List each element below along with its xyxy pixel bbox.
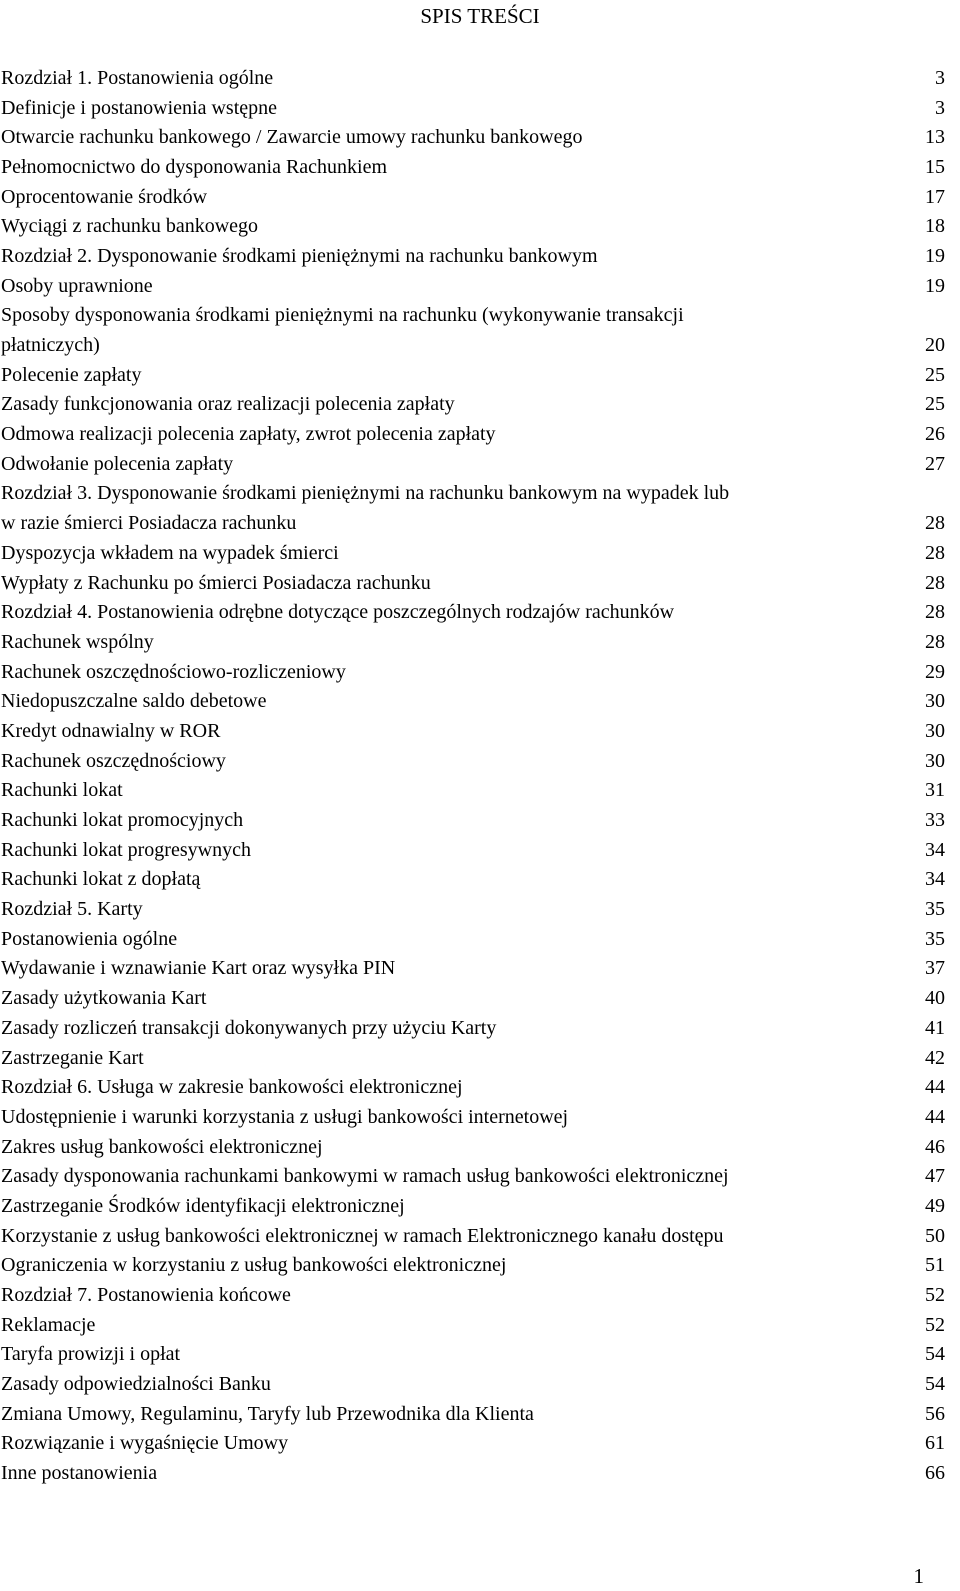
- toc-entry: [1, 241, 945, 271]
- toc-entry-title: Sposoby dysponowania środkami pieniężnymi na rachunku (wykonywanie transakcji: [1, 304, 684, 327]
- toc-entry-title: w razie śmierci Posiadacza rachunku: [1, 512, 297, 535]
- toc-entry-page: 30: [925, 690, 945, 713]
- toc-entry-page: 25: [925, 363, 945, 386]
- toc-entry: [1, 1458, 945, 1488]
- toc-entry-page: 34: [925, 838, 945, 861]
- toc-entry: [1, 211, 945, 241]
- toc-entry-title: Zasady rozliczeń transakcji dokonywanych przy użyciu Karty: [1, 1016, 497, 1039]
- toc-entry: [1, 538, 945, 568]
- toc-entry: [1, 1429, 945, 1459]
- table-of-contents: [1, 63, 945, 1488]
- toc-entry: [1, 568, 945, 598]
- toc-entry-page: 28: [925, 512, 945, 535]
- toc-entry-title: Zasady użytkowania Kart: [1, 987, 207, 1010]
- toc-entry: [1, 657, 945, 687]
- toc-entry: [1, 1310, 945, 1340]
- toc-entry-title: Zmiana Umowy, Regulaminu, Taryfy lub Przewodnika dla Klienta: [1, 1402, 534, 1425]
- toc-entry-title: Rozdział 1. Postanowienia ogólne: [1, 66, 274, 89]
- toc-entry-title: Polecenie zapłaty: [1, 363, 142, 386]
- toc-entry-title: Niedopuszczalne saldo debetowe: [1, 690, 267, 713]
- toc-entry-title: Rachunki lokat promocyjnych: [1, 809, 244, 832]
- toc-entry: [1, 686, 945, 716]
- toc-entry-page: 40: [925, 987, 945, 1010]
- toc-entry: [1, 1072, 945, 1102]
- toc-entry-title: Zasady funkcjonowania oraz realizacji polecenia zapłaty: [1, 393, 455, 416]
- toc-entry-title: Zasady odpowiedzialności Banku: [1, 1373, 271, 1396]
- toc-entry-title: Inne postanowienia: [1, 1462, 158, 1485]
- toc-entry-page: 28: [925, 541, 945, 564]
- toc-entry-title: Rozdział 4. Postanowienia odrębne dotyczące poszczególnych rodzajów rachunków: [1, 601, 675, 624]
- toc-entry-title: Taryfa prowizji i opłat: [1, 1343, 181, 1366]
- toc-entry-title: Oprocentowanie środków: [1, 185, 208, 208]
- toc-entry: [1, 746, 945, 776]
- toc-entry: [1, 1251, 945, 1281]
- toc-entry-page: 61: [925, 1432, 945, 1455]
- toc-entry-title: Zastrzeganie Środków identyfikacji elektronicznej: [1, 1194, 405, 1217]
- toc-entry: [1, 1369, 945, 1399]
- toc-entry: [1, 479, 945, 509]
- toc-entry-title: Rachunek wspólny: [1, 630, 154, 653]
- toc-entry-title: płatniczych): [1, 334, 100, 357]
- toc-entry-page: 54: [925, 1373, 945, 1396]
- toc-entry: [1, 360, 945, 390]
- toc-entry-page: 30: [925, 719, 945, 742]
- toc-entry-page: 26: [925, 423, 945, 446]
- toc-entry-title: Rozdział 5. Karty: [1, 898, 143, 921]
- toc-entry: [1, 805, 945, 835]
- toc-entry-title: Odmowa realizacji polecenia zapłaty, zwrot polecenia zapłaty: [1, 423, 496, 446]
- toc-entry: [1, 122, 945, 152]
- toc-entry: [1, 419, 945, 449]
- toc-entry-title: Osoby uprawnione: [1, 274, 153, 297]
- toc-entry-page: 49: [925, 1194, 945, 1217]
- toc-entry-title: Rachunek oszczędnościowo-rozliczeniowy: [1, 660, 346, 683]
- toc-entry-title: Rachunki lokat progresywnych: [1, 838, 251, 861]
- toc-entry-page: 51: [925, 1254, 945, 1277]
- toc-entry-title: Kredyt odnawialny w ROR: [1, 719, 221, 742]
- toc-entry: [1, 1043, 945, 1073]
- toc-entry: [1, 1221, 945, 1251]
- toc-entry-page: 41: [925, 1016, 945, 1039]
- toc-entry: [1, 508, 945, 538]
- toc-entry-page: 54: [925, 1343, 945, 1366]
- toc-entry-title: Ograniczenia w korzystaniu z usług bankowości elektronicznej: [1, 1254, 507, 1277]
- toc-entry: [1, 390, 945, 420]
- toc-entry: [1, 1340, 945, 1370]
- toc-entry-title: Dyspozycja wkładem na wypadek śmierci: [1, 541, 339, 564]
- toc-entry-page: 3: [935, 96, 945, 119]
- toc-entry-page: 56: [925, 1402, 945, 1425]
- toc-entry-title: Wyciągi z rachunku bankowego: [1, 215, 259, 238]
- toc-entry: [1, 63, 945, 93]
- toc-entry: [1, 1191, 945, 1221]
- toc-entry: [1, 152, 945, 182]
- toc-entry-title: Rozdział 7. Postanowienia końcowe: [1, 1284, 291, 1307]
- toc-entry: [1, 894, 945, 924]
- toc-entry-page: 15: [925, 155, 945, 178]
- toc-entry-page: 35: [925, 898, 945, 921]
- toc-entry-page: 19: [925, 274, 945, 297]
- toc-entry: [1, 1161, 945, 1191]
- toc-entry: [1, 597, 945, 627]
- toc-entry-title: Rachunek oszczędnościowy: [1, 749, 226, 772]
- toc-entry-page: 37: [925, 957, 945, 980]
- toc-entry-title: Postanowienia ogólne: [1, 927, 178, 950]
- toc-entry: [1, 835, 945, 865]
- toc-entry-title: Zastrzeganie Kart: [1, 1046, 144, 1069]
- toc-entry-page: 18: [925, 215, 945, 238]
- toc-entry-title: Udostępnienie i warunki korzystania z usługi bankowości internetowej: [1, 1105, 569, 1128]
- toc-entry-page: 33: [925, 809, 945, 832]
- toc-entry-page: 44: [925, 1105, 945, 1128]
- toc-entry-title: Zasady dysponowania rachunkami bankowymi w ramach usług bankowości elektronicznej: [1, 1165, 729, 1188]
- toc-entry-page: 52: [925, 1313, 945, 1336]
- toc-entry-page: 19: [925, 244, 945, 267]
- toc-entry-title: Korzystanie z usług bankowości elektronicznej w ramach Elektronicznego kanału dostępu: [1, 1224, 724, 1247]
- toc-entry-title: Pełnomocnictwo do dysponowania Rachunkiem: [1, 155, 388, 178]
- toc-entry-page: 28: [925, 571, 945, 594]
- toc-entry-page: 29: [925, 660, 945, 683]
- toc-entry: [1, 1280, 945, 1310]
- toc-entry-title: Definicje i postanowienia wstępne: [1, 96, 278, 119]
- toc-entry: [1, 301, 945, 331]
- toc-entry-page: 17: [925, 185, 945, 208]
- toc-entry-title: Wypłaty z Rachunku po śmierci Posiadacza rachunku: [1, 571, 431, 594]
- toc-entry: [1, 93, 945, 123]
- toc-entry-title: Rachunki lokat z dopłatą: [1, 868, 201, 891]
- toc-entry: [1, 1013, 945, 1043]
- toc-entry: [1, 449, 945, 479]
- toc-entry-page: 52: [925, 1284, 945, 1307]
- toc-entry: [1, 330, 945, 360]
- toc-entry-page: 27: [925, 452, 945, 475]
- toc-entry-page: 31: [925, 779, 945, 802]
- toc-entry-page: 50: [925, 1224, 945, 1247]
- toc-entry: [1, 1102, 945, 1132]
- toc-entry-title: Rachunki lokat: [1, 779, 123, 802]
- toc-entry: [1, 924, 945, 954]
- toc-entry-title: Rozdział 3. Dysponowanie środkami pieniężnymi na rachunku bankowym na wypadek lub: [1, 482, 730, 505]
- toc-entry-title: Rozwiązanie i wygaśnięcie Umowy: [1, 1432, 289, 1455]
- toc-entry-page: 3: [935, 66, 945, 89]
- toc-entry-title: Odwołanie polecenia zapłaty: [1, 452, 234, 475]
- toc-entry: [1, 776, 945, 806]
- toc-entry-title: Rozdział 6. Usługa w zakresie bankowości elektronicznej: [1, 1076, 463, 1099]
- toc-entry-title: Zakres usług bankowości elektronicznej: [1, 1135, 323, 1158]
- toc-entry: [1, 1399, 945, 1429]
- toc-entry-page: 13: [925, 126, 945, 149]
- toc-entry: [1, 865, 945, 895]
- toc-entry: [1, 1132, 945, 1162]
- toc-entry-page: 20: [925, 334, 945, 357]
- toc-entry-page: 66: [925, 1462, 945, 1485]
- toc-entry: [1, 182, 945, 212]
- toc-entry-page: 28: [925, 630, 945, 653]
- toc-entry-page: 44: [925, 1076, 945, 1099]
- toc-entry-page: 42: [925, 1046, 945, 1069]
- toc-entry-page: 47: [925, 1165, 945, 1188]
- toc-entry-title: Reklamacje: [1, 1313, 96, 1336]
- toc-entry-title: Rozdział 2. Dysponowanie środkami pieniężnymi na rachunku bankowym: [1, 244, 598, 267]
- toc-entry-title: Wydawanie i wznawianie Kart oraz wysyłka PIN: [1, 957, 396, 980]
- toc-entry-page: 34: [925, 868, 945, 891]
- toc-entry: [1, 954, 945, 984]
- toc-entry: [1, 983, 945, 1013]
- toc-entry: [1, 627, 945, 657]
- toc-entry-page: 30: [925, 749, 945, 772]
- toc-entry-title: Otwarcie rachunku bankowego / Zawarcie umowy rachunku bankowego: [1, 126, 583, 149]
- toc-entry: [1, 271, 945, 301]
- document-title: SPIS TREŚCI: [420, 4, 540, 28]
- toc-entry-page: 28: [925, 601, 945, 624]
- toc-entry-page: 35: [925, 927, 945, 950]
- toc-entry-page: 46: [925, 1135, 945, 1158]
- toc-entry-page: 25: [925, 393, 945, 416]
- toc-entry: [1, 716, 945, 746]
- page-number: 1: [913, 1564, 924, 1588]
